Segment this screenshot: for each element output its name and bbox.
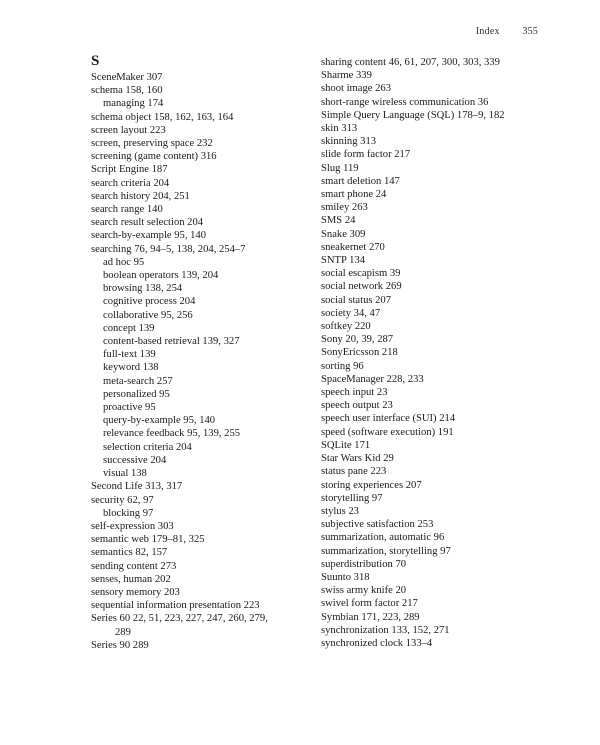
index-entry: Simple Query Language (SQL) 178–9, 182 bbox=[321, 109, 505, 121]
index-entry: screen, preserving space 232 bbox=[91, 138, 213, 150]
index-entry: sorting 96 bbox=[321, 360, 364, 372]
index-entry: stylus 23 bbox=[321, 505, 359, 517]
index-subentry: browsing 138, 254 bbox=[103, 283, 183, 295]
index-entry: SceneMaker 307 bbox=[91, 72, 163, 83]
index-entry: Script Engine 187 bbox=[91, 164, 168, 176]
index-subentry: concept 139 bbox=[103, 322, 155, 334]
index-entry: SonyEricsson 218 bbox=[321, 347, 398, 359]
index-entry: SNTP 134 bbox=[321, 255, 366, 267]
index-entry: Sony 20, 39, 287 bbox=[321, 334, 394, 346]
index-subentry: full-text 139 bbox=[103, 349, 156, 361]
index-entry-continuation: 289 bbox=[115, 626, 131, 638]
index-entry: schema 158, 160 bbox=[91, 85, 163, 97]
index-entry: Sharme 339 bbox=[321, 70, 372, 82]
index-subentry: personalized 95 bbox=[103, 388, 170, 400]
index-entry: sequential information presentation 223 bbox=[91, 600, 260, 612]
index-entry: social status 207 bbox=[321, 294, 392, 306]
index-entry: Snake 309 bbox=[321, 228, 366, 240]
index-entry: search range 140 bbox=[91, 204, 163, 216]
index-entry: senses, human 202 bbox=[91, 573, 171, 585]
index-subentry: blocking 97 bbox=[103, 507, 154, 519]
index-entry: softkey 220 bbox=[321, 321, 371, 333]
index-entry: SQLite 171 bbox=[321, 439, 371, 451]
running-head bbox=[476, 26, 538, 37]
index-entry: smart phone 24 bbox=[321, 189, 387, 201]
index-entry: subjective satisfaction 253 bbox=[321, 519, 434, 531]
index-entry: smart deletion 147 bbox=[321, 175, 400, 187]
index-entry: synchronization 133, 152, 271 bbox=[321, 624, 450, 636]
index-entry: semantic web 179–81, 325 bbox=[91, 534, 205, 546]
index-entry: short-range wireless communication 36 bbox=[321, 96, 489, 108]
index-subentry: relevance feedback 95, 139, 255 bbox=[103, 428, 241, 440]
index-entry: skin 313 bbox=[321, 123, 358, 135]
index-entry: social escapism 39 bbox=[321, 268, 401, 280]
index-entry: synchronized clock 133–4 bbox=[321, 637, 433, 649]
index-entry: speech input 23 bbox=[321, 387, 388, 399]
index-entry: storytelling 97 bbox=[321, 492, 383, 504]
index-entry: swivel form factor 217 bbox=[321, 598, 418, 610]
page-number: 355 bbox=[522, 26, 538, 37]
index-entry: speech output 23 bbox=[321, 400, 393, 412]
index-subentry: selection criteria 204 bbox=[103, 441, 192, 453]
index-subentry: successive 204 bbox=[103, 454, 167, 466]
index-entry: search history 204, 251 bbox=[91, 190, 190, 202]
index-subentry: boolean operators 139, 204 bbox=[103, 270, 219, 282]
index-entry: sending content 273 bbox=[91, 560, 177, 572]
index-entry: Series 60 22, 51, 223, 227, 247, 260, 279, bbox=[91, 613, 268, 625]
index-entry: screening (game content) 316 bbox=[91, 151, 217, 163]
index-entry: skinning 313 bbox=[321, 136, 377, 148]
index-entry: search result selection 204 bbox=[91, 217, 204, 229]
index-entry: Second Life 313, 317 bbox=[91, 481, 183, 493]
index-subentry: content-based retrieval 139, 327 bbox=[103, 336, 240, 348]
index-entry: Symbian 171, 223, 289 bbox=[321, 611, 420, 623]
index-entry: schema object 158, 162, 163, 164 bbox=[91, 111, 234, 123]
index-subentry: ad hoc 95 bbox=[103, 256, 145, 268]
index-entry: speed (software execution) 191 bbox=[321, 426, 454, 438]
index-entry: summarization, automatic 96 bbox=[321, 532, 445, 544]
index-entry: sensory memory 203 bbox=[91, 586, 180, 598]
index-entry: Star Wars Kid 29 bbox=[321, 453, 394, 465]
index-entry: screen layout 223 bbox=[91, 124, 166, 136]
index-subentry: query-by-example 95, 140 bbox=[103, 415, 216, 427]
index-entry: social network 269 bbox=[321, 281, 402, 293]
index-subentry: proactive 95 bbox=[103, 402, 156, 414]
index-entry: speech user interface (SUI) 214 bbox=[321, 413, 456, 425]
index-entry: sharing content 46, 61, 207, 300, 303, 339 bbox=[321, 57, 500, 68]
index-entry: SMS 24 bbox=[321, 215, 356, 227]
section-letter: S bbox=[91, 53, 100, 69]
index-entry: storing experiences 207 bbox=[321, 479, 422, 491]
index-entry: self-expression 303 bbox=[91, 520, 174, 532]
index-entry: SpaceManager 228, 233 bbox=[321, 373, 424, 385]
index-subentry: managing 174 bbox=[103, 98, 164, 110]
index-entry: shoot image 263 bbox=[321, 83, 392, 95]
index-entry: sneakernet 270 bbox=[321, 241, 385, 253]
index-entry: Suunto 318 bbox=[321, 571, 370, 583]
index-entry: summarization, storytelling 97 bbox=[321, 545, 451, 557]
index-entry: security 62, 97 bbox=[91, 494, 154, 506]
running-head-label: Index bbox=[475, 26, 500, 37]
index-entry: society 34, 47 bbox=[321, 307, 381, 319]
index-entry: superdistribution 70 bbox=[321, 558, 407, 570]
index-subentry: meta-search 257 bbox=[103, 375, 173, 387]
index-subentry: visual 138 bbox=[103, 468, 147, 480]
index-entry: search criteria 204 bbox=[91, 177, 170, 189]
index-entry: smiley 263 bbox=[321, 202, 368, 214]
index-subentry: cognitive process 204 bbox=[103, 296, 196, 308]
index-entry: semantics 82, 157 bbox=[91, 547, 168, 559]
index-entry: status pane 223 bbox=[321, 466, 387, 478]
index-subentry: keyword 138 bbox=[103, 362, 159, 374]
index-entry: Series 90 289 bbox=[91, 639, 149, 651]
index-entry: search-by-example 95, 140 bbox=[91, 230, 207, 242]
index-entry: searching 76, 94–5, 138, 204, 254–7 bbox=[91, 243, 246, 255]
index-column-left bbox=[91, 52, 306, 652]
index-column-right bbox=[321, 56, 546, 650]
index-entry: slide form factor 217 bbox=[321, 149, 411, 161]
index-entry: swiss army knife 20 bbox=[321, 585, 407, 597]
index-entry: Slug 119 bbox=[321, 162, 359, 174]
index-subentry: collaborative 95, 256 bbox=[103, 309, 193, 321]
